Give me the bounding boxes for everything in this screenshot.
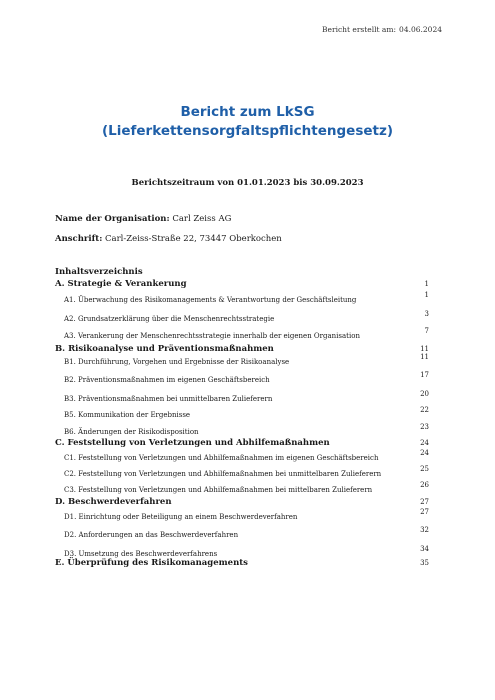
toc-entry-page-number: 32 [420,526,429,534]
report-created-date [322,25,442,34]
toc-entry-page-number: 3 [424,310,429,318]
toc-entry-title: B. Risikoanalyse und Präventionsmaßnahmen [55,344,274,354]
report-title [0,103,495,141]
organization-name [55,214,231,224]
toc-entry-title: D1. Einrichtung oder Beteiligung an einem Beschwerdeverfahren [64,513,298,521]
organization-address [55,234,282,244]
reporting-period [0,178,495,188]
toc-entry-title: C2. Feststellung von Verletzungen und Abhilfemaßnahmen bei unmittelbaren Zulieferern [64,470,382,478]
created-date: 04.06.2024 [399,25,442,34]
toc-entry-title: A2. Grundsatzerklärung über die Menschenrechtsstrategie [64,315,275,323]
toc-entry-page-number: 11 [420,353,429,361]
toc-entry-title: D3. Umsetzung des Beschwerdeverfahrens [64,550,218,558]
organization-address-label: Anschrift: [55,234,103,244]
toc-entry-page-number: 22 [420,406,429,414]
toc-entry-page-number: 26 [420,481,429,489]
reporting-period-text: Berichtszeitraum von 01.01.2023 bis 30.09.2023 [131,178,364,188]
toc-entry-page-number: 25 [420,465,429,473]
toc-entry-title: A. Strategie & Verankerung [55,279,187,289]
toc-entry-page-number: 27 [420,508,429,516]
toc-entry-page-number: 1 [424,280,429,288]
toc-entry-page-number: 35 [420,559,429,567]
toc-entry-page-number: 20 [420,390,429,398]
toc-heading: Inhaltsverzeichnis [55,267,143,277]
toc-entry-title: C. Feststellung von Verletzungen und Abhilfemaßnahmen [55,438,330,448]
toc-entry-title: D. Beschwerdeverfahren [55,497,172,507]
created-label: Bericht erstellt am: [322,25,397,34]
toc-entry-title: A1. Überwachung des Risikomanagements & Verantwortung der Geschäftsleitung [64,296,357,304]
toc-entry-page-number: 11 [420,345,429,353]
toc-entry-page-number: 34 [420,545,429,553]
toc-entry-page-number: 1 [424,291,429,299]
toc-entry-title: B2. Präventionsmaßnahmen im eigenen Geschäftsbereich [64,376,270,384]
report-title-line2: (Lieferkettensorgfaltspflichtengesetz) [101,123,394,139]
toc-entry-title: D2. Anforderungen an das Beschwerdeverfahren [64,531,239,539]
toc-entry-page-number: 23 [420,423,429,431]
toc-entry-page-number: 27 [420,498,429,506]
report-title-line1: Bericht zum LkSG [180,104,315,120]
toc-entry-title: A3. Verankerung der Menschenrechtsstrategie innerhalb der eigenen Organisation [64,332,360,340]
organization-name-value: Carl Zeiss AG [172,214,232,224]
toc-entry-title: B6. Änderungen der Risikodisposition [64,428,199,436]
organization-address-value: Carl-Zeiss-Straße 22, 73447 Oberkochen [105,234,282,244]
toc-entry-page-number: 7 [424,327,429,335]
toc-entry-title: C3. Feststellung von Verletzungen und Abhilfemaßnahmen bei mittelbaren Zulieferern [64,486,373,494]
toc-entry-title: B3. Präventionsmaßnahmen bei unmittelbaren Zulieferern [64,395,273,403]
toc-entry-title: E. Überprüfung des Risikomanagements [55,558,248,568]
toc-entry-page-number: 24 [420,439,429,447]
toc-entry-title: C1. Feststellung von Verletzungen und Abhilfemaßnahmen im eigenen Geschäftsbereich [64,454,379,462]
toc-entry-page-number: 24 [420,449,429,457]
organization-name-label: Name der Organisation: [55,214,170,224]
toc-entry-title: B5. Kommunikation der Ergebnisse [64,411,191,419]
toc-entry-title: B1. Durchführung, Vorgehen und Ergebnisse der Risikoanalyse [64,358,290,366]
toc-entry-page-number: 17 [420,371,429,379]
